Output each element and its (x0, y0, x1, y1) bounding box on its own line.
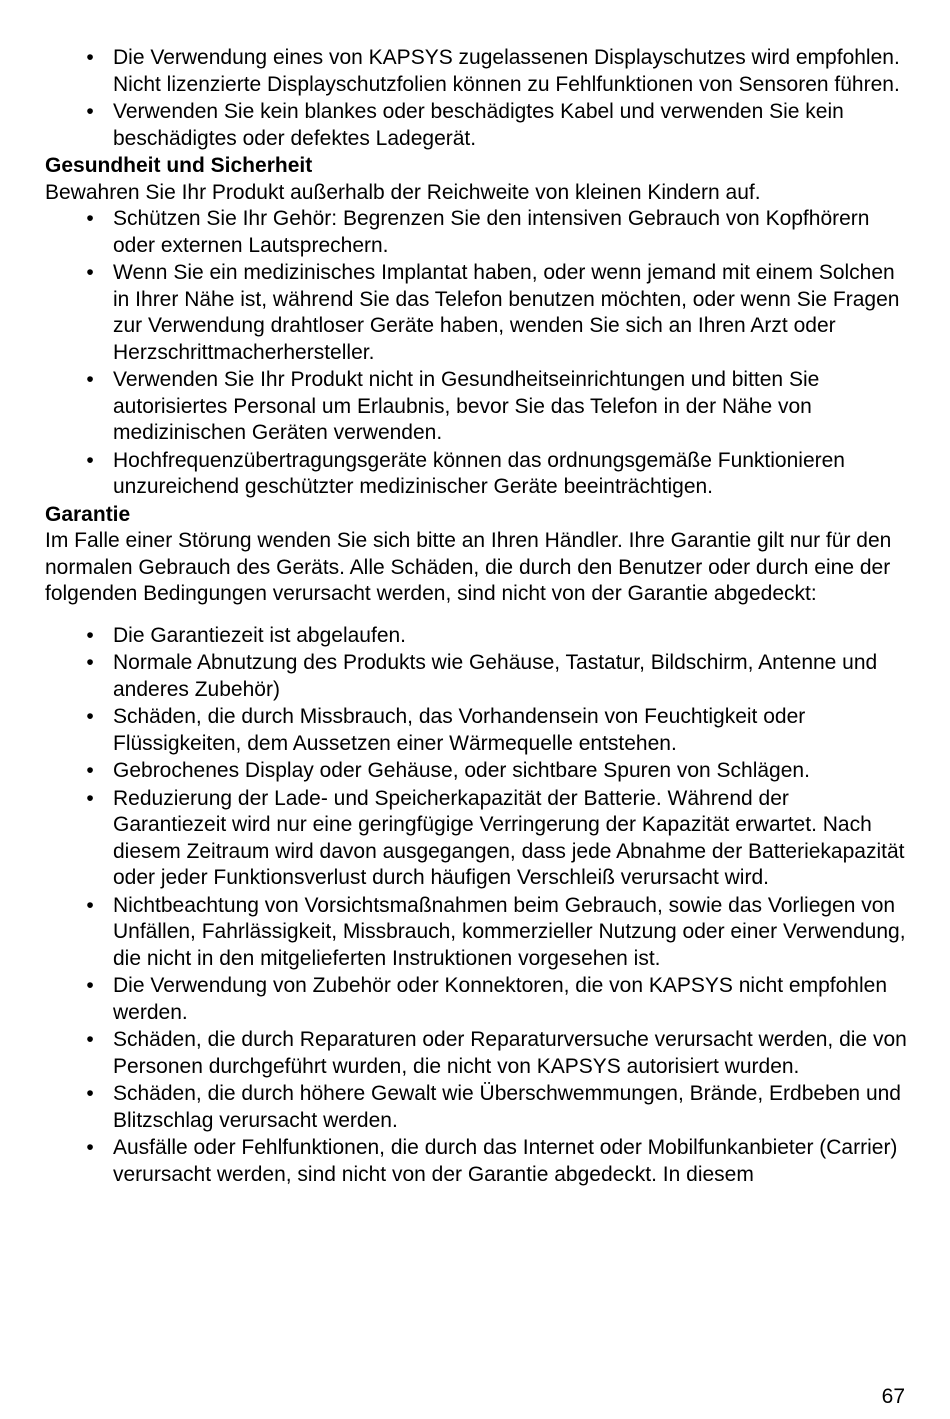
list-item-text: Die Garantiezeit ist abgelaufen. (113, 623, 407, 647)
bullet-icon: • (86, 100, 94, 123)
document-page (45, 45, 907, 1189)
bullet-icon: • (86, 974, 94, 997)
list-item (45, 704, 907, 757)
list-item (45, 45, 907, 98)
list-item (45, 1027, 907, 1080)
list-item (45, 973, 907, 1026)
bullet-icon: • (86, 261, 94, 284)
list-item-text: Hochfrequenzübertragungsgeräte können das ordnungsgemäße Funktionieren unzureichend geschützter medizinischer Geräte beeinträchtigen. (113, 448, 845, 498)
health-intro: Bewahren Sie Ihr Produkt außerhalb der Reichweite von kleinen Kindern auf. (45, 180, 761, 204)
bullet-icon: • (86, 1136, 94, 1159)
list-item (45, 99, 907, 152)
list-item-text: Die Verwendung von Zubehör oder Konnektoren, die von KAPSYS nicht empfohlen werden. (113, 974, 887, 1024)
list-item (45, 1135, 907, 1188)
list-item (45, 1081, 907, 1134)
warranty-intro: Im Falle einer Störung wenden Sie sich bitte an Ihren Händler. Ihre Garantie gilt nur für den normalen Gebrauch des Geräts. Alle Schäden, die durch den Benutzer oder durch eine der folgenden Bedingungen verursacht werden, sind nicht von der Garantie abgedeckt: (45, 529, 892, 605)
list-item-text: Verwenden Sie Ihr Produkt nicht in Gesundheitseinrichtungen und bitten Sie autorisiertes Personal um Erlaubnis, bevor Sie das Telefon in der Nähe von medizinischen Geräten verwenden. (113, 368, 820, 444)
list-item-text: Die Verwendung eines von KAPSYS zugelassenen Displayschutzes wird empfohlen. Nicht lizenzierte Displayschutzfolien können zu Fehlfunktionen von Sensoren führen. (113, 46, 900, 96)
bullet-icon: • (86, 1082, 94, 1105)
list-item (45, 893, 907, 973)
intro-bullet-list (45, 45, 907, 152)
health-heading: Gesundheit und Sicherheit (45, 154, 313, 177)
bullet-icon: • (86, 448, 94, 472)
bullet-icon: • (86, 1028, 94, 1051)
list-item-text: Schäden, die durch höhere Gewalt wie Überschwemmungen, Brände, Erdbeben und Blitzschlag verursacht werden. (113, 1082, 901, 1132)
list-item-text: Nichtbeachtung von Vorsichtsmaßnahmen beim Gebrauch, sowie das Vorliegen von Unfällen, Fahrlässigkeit, Missbrauch, kommerzieller Nutzung oder einer Verwendung, die nicht in den mitgelieferten Instruktionen vorgesehen ist. (113, 893, 906, 970)
warranty-heading: Garantie (45, 502, 131, 526)
list-item-text: Wenn Sie ein medizinisches Implantat haben, oder wenn jemand mit einem Solchen in Ihrer Nähe ist, während Sie das Telefon benutzen möchten, oder wenn Sie Fragen zur Verwendung drahtloser Geräte haben, wenden Sie sich an Ihren Arzt oder Herzschrittmacherhersteller. (113, 261, 900, 364)
list-item-text: Verwenden Sie kein blankes oder beschädigtes Kabel und verwenden Sie kein beschädigtes oder defektes Ladegerät. (113, 100, 844, 150)
list-item (45, 623, 907, 650)
list-item-text: Schützen Sie Ihr Gehör: Begrenzen Sie den intensiven Gebrauch von Kopfhörern oder externen Lautsprechern. (113, 207, 870, 257)
list-item (45, 786, 907, 892)
bullet-icon: • (86, 368, 94, 391)
bullet-icon: • (86, 46, 94, 69)
list-item (45, 650, 907, 703)
list-item-text: Gebrochenes Display oder Gehäuse, oder sichtbare Spuren von Schlägen. (113, 759, 810, 782)
list-item-text: Schäden, die durch Reparaturen oder Reparaturversuche verursacht werden, die von Personen durchgeführt wurden, die nicht von KAPSYS autorisiert wurden. (113, 1028, 907, 1078)
spacer (45, 608, 907, 623)
list-item (45, 448, 907, 501)
bullet-icon: • (86, 893, 94, 917)
page-number: 67 (881, 1385, 905, 1408)
list-item-text: Reduzierung der Lade- und Speicherkapazität der Batterie. Während der Garantiezeit wird nur eine geringfügige Verringerung der Kapazität erwartet. Nach diesem Zeitraum wird davon ausgegangen, dass jede Abnahme der Batteriekapazität oder jeder Funktionsverlust durch häufigen Verschleiß verursacht wird. (113, 786, 905, 889)
list-item (45, 260, 907, 366)
bullet-icon: • (86, 207, 94, 230)
list-item-text: Schäden, die durch Missbrauch, das Vorhandensein von Feuchtigkeit oder Flüssigkeiten, dem Aussetzen einer Wärmequelle entstehen. (113, 705, 806, 755)
warranty-bullet-list (45, 623, 907, 1189)
bullet-icon: • (86, 759, 94, 782)
bullet-icon: • (86, 623, 94, 647)
list-item (45, 367, 907, 447)
health-bullet-list (45, 206, 907, 501)
bullet-icon: • (86, 705, 94, 728)
list-item (45, 758, 907, 785)
bullet-icon: • (86, 651, 94, 674)
list-item-text: Normale Abnutzung des Produkts wie Gehäuse, Tastatur, Bildschirm, Antenne und anderes Zubehör) (113, 651, 878, 701)
bullet-icon: • (86, 786, 94, 810)
list-item (45, 206, 907, 259)
list-item-text: Ausfälle oder Fehlfunktionen, die durch das Internet oder Mobilfunkanbieter (Carrier) verursacht werden, sind nicht von der Garantie abgedeckt. In diesem (113, 1136, 898, 1186)
